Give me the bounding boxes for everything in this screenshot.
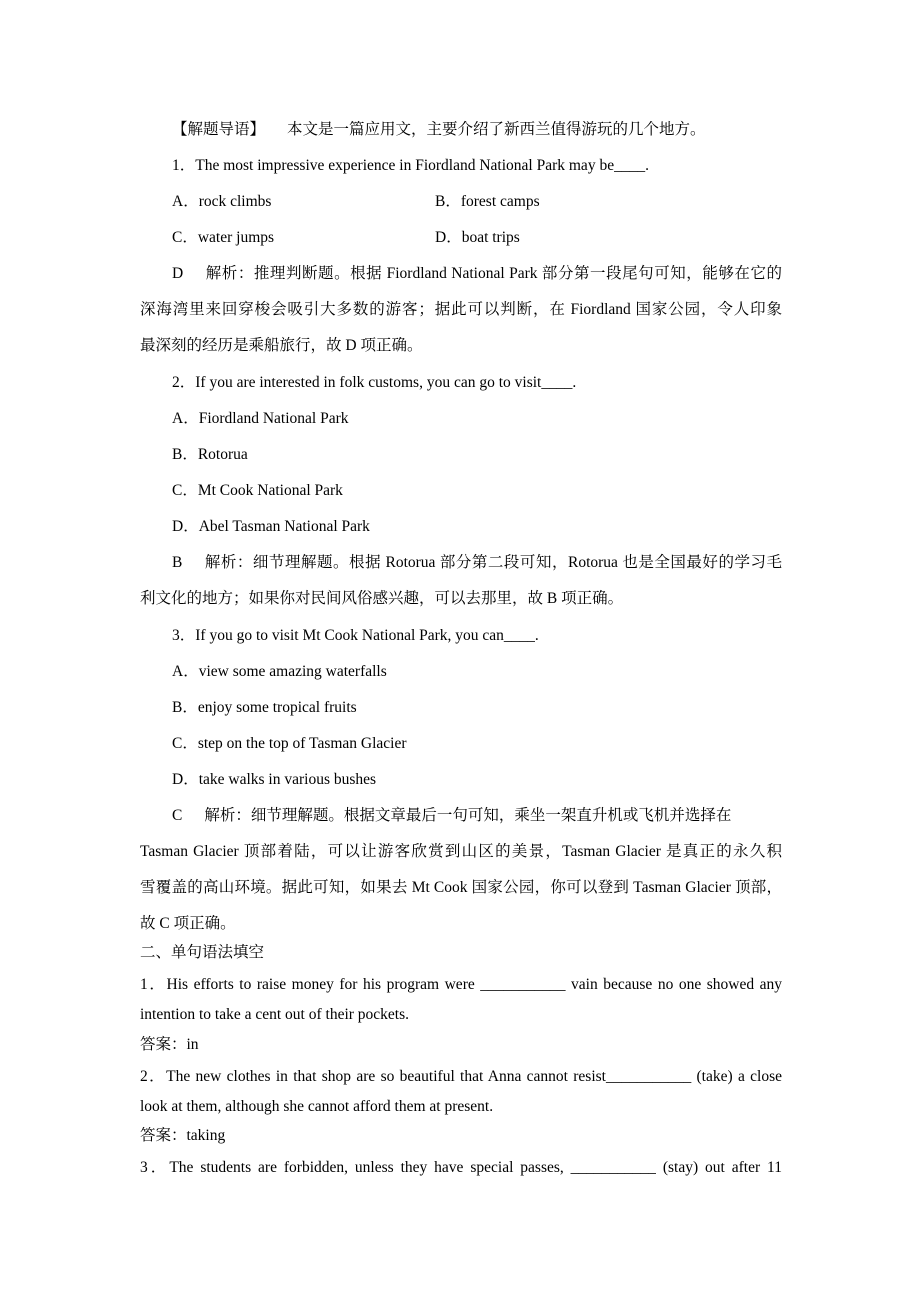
question-2-option-d: D．Abel Tasman National Park	[172, 518, 370, 535]
grammar-item-3-line-1: 3．The students are forbidden, unless they have special passes, ___________ (stay) out after 11	[140, 1159, 782, 1176]
option-d: D．boat trips	[435, 229, 520, 246]
question-2-explanation-line-1	[172, 550, 782, 576]
question-3-option-c: C．step on the top of Tasman Glacier	[172, 735, 407, 752]
question-2-explanation-line-2: 利文化的地方；如果你对民间风俗感兴趣，可以去那里，故 B 项正确。	[140, 590, 624, 607]
question-2-option-b: B．Rotorua	[172, 446, 248, 463]
question-3-stem: 3．If you go to visit Mt Cook National Park, you can____.	[172, 627, 539, 644]
question-3-option-b: B．enjoy some tropical fruits	[172, 699, 357, 716]
question-1-explanation-line-1	[172, 261, 782, 287]
question-3-option-d: D．take walks in various bushes	[172, 771, 377, 788]
answer-letter: D	[172, 265, 184, 282]
question-1-options-row-1	[172, 189, 782, 215]
option-b: B．forest camps	[435, 193, 540, 210]
question-1-explanation-line-3: 最深刻的经历是乘船旅行，故 D 项正确。	[140, 337, 423, 354]
option-c: C．water jumps	[172, 229, 275, 246]
guide-text: 本文是一篇应用文，主要介绍了新西兰值得游玩的几个地方。	[287, 121, 706, 138]
question-2-option-a: A．Fiordland National Park	[172, 410, 349, 427]
question-3-explanation-line-3: 雪覆盖的高山环境。据此可知，如果去 Mt Cook 国家公园，你可以登到 Tasman Glacier 顶部，	[140, 879, 782, 896]
explanation-text: 解析：细节理解题。根据 Rotorua 部分第二段可知，Rotorua 也是全国最好的学习毛	[204, 554, 782, 571]
grammar-item-2-line-2: look at them, although she cannot afford them at present.	[140, 1098, 494, 1115]
section-heading: 二、单句语法填空	[140, 944, 265, 961]
grammar-item-2-line-1: 2．The new clothes in that shop are so beautiful that Anna cannot resist___________ (take) a close	[140, 1068, 782, 1085]
grammar-item-1-answer: 答案：in	[140, 1036, 199, 1053]
explanation-text: 解析：细节理解题。根据文章最后一句可知，乘坐一架直升机或飞机并选择在	[204, 807, 732, 824]
question-2-stem: 2．If you are interested in folk customs, you can go to visit____.	[172, 374, 577, 391]
question-3-explanation-line-1	[172, 803, 782, 829]
question-3-option-a: A．view some amazing waterfalls	[172, 663, 387, 680]
question-2-option-c: C．Mt Cook National Park	[172, 482, 343, 499]
option-a: A．rock climbs	[172, 193, 272, 210]
guide-label: 【解题导语】	[172, 121, 266, 138]
question-1-explanation-line-2: 深海湾里来回穿梭会吸引大多数的游客；据此可以判断，在 Fiordland 国家公园，令人印象	[140, 301, 782, 318]
grammar-item-2-answer: 答案：taking	[140, 1127, 226, 1144]
explanation-text: 解析：推理判断题。根据 Fiordland National Park 部分第一段尾句可知，能够在它的	[205, 265, 782, 282]
question-3-explanation-line-4: 故 C 项正确。	[140, 915, 236, 932]
question-3-explanation-line-2: Tasman Glacier 顶部着陆，可以让游客欣赏到山区的美景，Tasman Glacier 是真正的永久积	[140, 843, 782, 860]
question-1-options-row-2	[172, 225, 782, 251]
answer-letter: B	[172, 554, 183, 571]
answer-letter: C	[172, 807, 183, 824]
grammar-item-1-line-1: 1．His efforts to raise money for his program were ___________ vain because no one showed any	[140, 976, 782, 993]
guide-line	[172, 117, 782, 143]
grammar-item-1-line-2: intention to take a cent out of their pockets.	[140, 1006, 410, 1023]
question-1-stem: 1．The most impressive experience in Fiordland National Park may be____.	[172, 157, 649, 174]
